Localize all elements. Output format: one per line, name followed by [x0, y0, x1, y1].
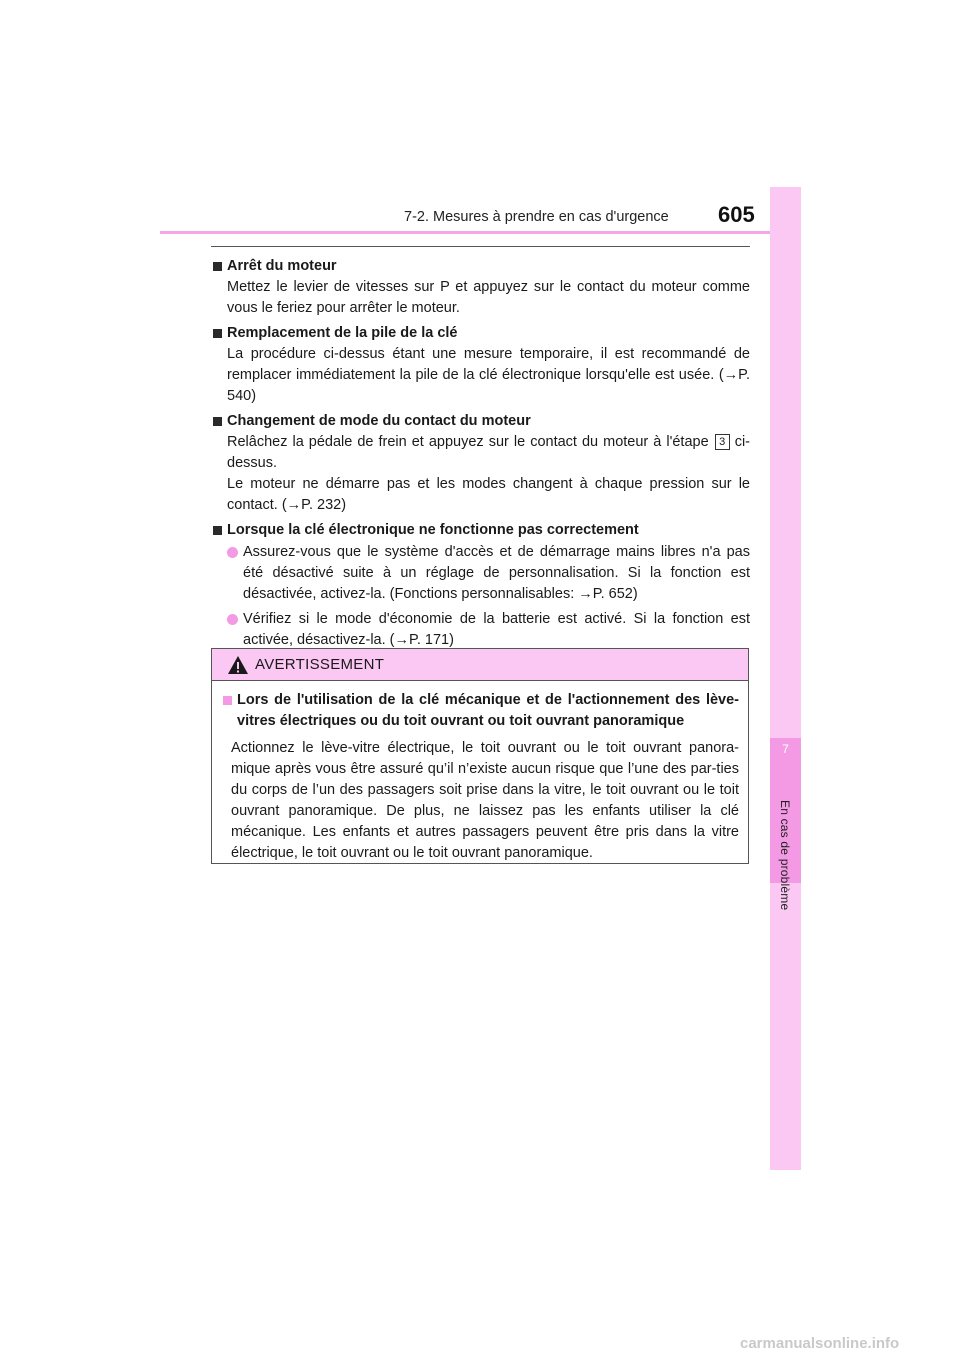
page-number: 605 — [718, 202, 755, 227]
page-reference[interactable]: P. 232 — [301, 497, 342, 513]
warning-body: Actionnez le lève-vitre électrique, le toit ouvrant ou le toit ouvrant panora-mique après vous être assuré qu’il n’existe aucun risque que l’une des par-ties du corps de l’un des passagers soit prise dans la vitre, le toit ouvrant ou le toit ouvrant panoramique. De plus, ne laissez pas les enfants utiliser la clé mécanique. Les enfants et autres passagers peuvent être pris dans la vitre électrique, le toit ouvrant ou le toit ouvrant panoramique. — [231, 740, 739, 861]
page-reference[interactable]: P. 540 — [227, 367, 750, 404]
entry-battery-replacement — [211, 323, 750, 407]
chapter-side-strip — [770, 187, 801, 1170]
header-divider — [160, 231, 800, 234]
page-reference[interactable]: P. 652 — [592, 586, 633, 602]
arrow-right-icon: → — [394, 632, 410, 648]
warning-header — [212, 649, 748, 681]
entry-title: Changement de mode du contact du moteur — [227, 413, 531, 429]
arrow-right-icon: → — [578, 586, 593, 602]
warning-icon — [227, 655, 249, 675]
square-bullet-icon — [213, 526, 222, 535]
entry-title: Lorsque la clé électronique ne fonctionne pas correctement — [227, 522, 639, 538]
list-item: Assurez-vous que le système d'accès et de démarrage mains libres n'a pas été désactivé suite à un réglage de personnalisation. Si la fonction est désactivée, activez-la. (Fonctions personnalisables: →P. 652) — [227, 542, 750, 605]
round-bullet-icon — [227, 614, 238, 625]
list-item: Vérifiez si le mode d'économie de la batterie est activé. Si la fonction est activée, désactivez-la. (→P. 171) — [227, 609, 750, 651]
warning-title: Lors de l'utilisation de la clé mécanique et de l'actionnement des lève-vitres électriques ou du toit ouvrant ou toit ouvrant panoramique — [237, 692, 739, 729]
entry-body: Mettez le levier de vitesses sur P et appuyez sur le contact du moteur comme vous le feriez pour arrêter le moteur. — [227, 279, 750, 316]
entry-body: La procédure ci-dessus étant une mesure temporaire, il est recommandé de remplacer immédiatement la pile de la clé électronique lorsqu'elle est usée. (→P. 540) — [227, 346, 750, 404]
round-bullet-icon — [227, 547, 238, 558]
entry-body: Relâchez la pédale de frein et appuyez sur le contact du moteur à l'étape 3 ci-dessus. Le moteur ne démarre pas et les modes changent à chaque pression sur le contact. (→P. 232) — [227, 434, 750, 513]
entry-key-malfunction — [211, 520, 750, 651]
entry-engine-stop — [211, 256, 750, 319]
content-divider — [211, 246, 750, 247]
entry-title: Arrêt du moteur — [227, 258, 337, 274]
arrow-right-icon: → — [286, 497, 302, 513]
footer-watermark: carmanualsonline.info — [740, 1335, 900, 1352]
square-bullet-icon — [223, 696, 232, 705]
warning-box — [211, 648, 749, 864]
entry-mode-change — [211, 411, 750, 516]
square-bullet-icon — [213, 329, 222, 338]
section-title: 7-2. Mesures à prendre en cas d'urgence — [404, 209, 669, 225]
arrow-right-icon: → — [723, 367, 739, 383]
chapter-number: 7 — [782, 742, 789, 756]
content-area — [211, 256, 750, 655]
square-bullet-icon — [213, 262, 222, 271]
warning-label: AVERTISSEMENT — [255, 656, 385, 673]
square-bullet-icon — [213, 417, 222, 426]
page-reference[interactable]: P. 171 — [409, 632, 450, 648]
step-number-box: 3 — [715, 434, 730, 450]
entry-title: Remplacement de la pile de la clé — [227, 325, 458, 341]
chapter-label: En cas de problème — [778, 800, 792, 911]
